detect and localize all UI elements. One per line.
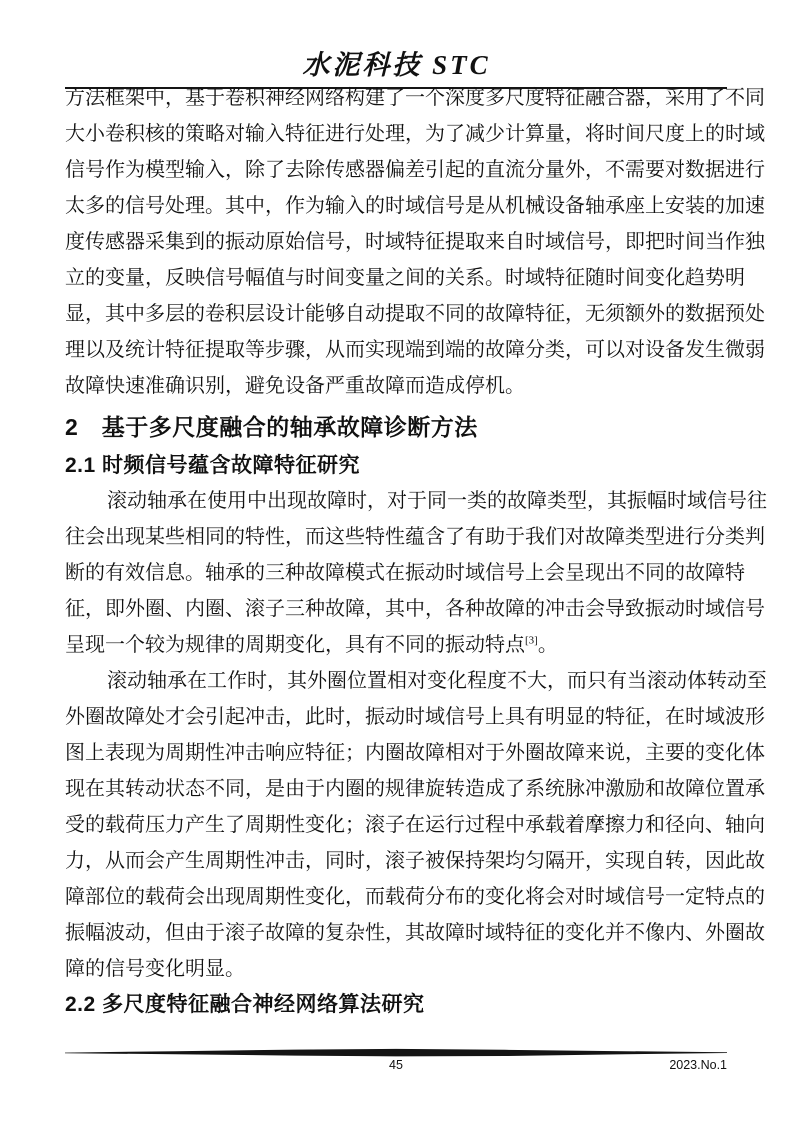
section-heading-2: 2 基于多尺度融合的轴承故障诊断方法 xyxy=(65,414,478,440)
text-line: 现在其转动状态不同，是由于内圈的规律旋转造成了系统脉冲激励和故障位置承 xyxy=(65,778,765,800)
document-body xyxy=(65,80,767,1022)
text-line: 受的载荷压力产生了周期性变化；滚子在运行过程中承载着摩擦力和径向、轴向 xyxy=(65,814,765,836)
text-line: 断的有效信息。轴承的三种故障模式在振动时域信号上会呈现出不同的故障特 xyxy=(65,562,745,584)
page-number: 45 xyxy=(389,1058,403,1072)
text-line: 大小卷积核的策略对输入特征进行处理，为了减少计算量，将时间尺度上的时域 xyxy=(65,123,765,145)
text-line: 障部位的载荷会出现周期性变化，而载荷分布的变化将会对时域信号一定特点的 xyxy=(65,886,765,908)
subsection-heading-2-1: 2.1 时频信号蕴含故障特征研究 xyxy=(65,454,361,477)
text-line: 障的信号变化明显。 xyxy=(65,958,245,980)
text-line: 往会出现某些相同的特性，而这些特性蕴含了有助于我们对故障类型进行分类判 xyxy=(65,526,765,548)
paragraph xyxy=(65,663,767,987)
text-line: 滚动轴承在工作时，其外圈位置相对变化程度不大，而只有当滚动体转动至 xyxy=(107,670,767,692)
text-line: 显，其中多层的卷积层设计能够自动提取不同的故障特征，无须额外的数据预处 xyxy=(65,303,765,325)
page-footer xyxy=(65,1057,727,1073)
paragraph xyxy=(65,80,765,404)
text-line: 征，即外圈、内圈、滚子三种故障，其中，各种故障的冲击会导致振动时域信号 xyxy=(65,598,765,620)
text-line: 方法框架中，基于卷积神经网络构建了一个深度多尺度特征融合器，采用了不同 xyxy=(65,87,765,109)
text-line: 度传感器采集到的振动原始信号，时域特征提取来自时域信号，即把时间当作独 xyxy=(65,231,765,253)
paragraph xyxy=(65,483,767,663)
footer-divider xyxy=(65,1048,727,1057)
text-line: 图上表现为周期性冲击响应特征；内圈故障相对于外圈故障来说，主要的变化体 xyxy=(65,742,765,764)
text-line: 故障快速准确识别，避免设备严重故障而造成停机。 xyxy=(65,375,525,397)
text-line: 立的变量，反映信号幅值与时间变量之间的关系。时域特征随时间变化趋势明 xyxy=(65,267,745,289)
citation-superscript: [3] xyxy=(525,634,538,647)
text-line: 呈现一个较为规律的周期变化，具有不同的振动特点[3]。 xyxy=(65,634,558,656)
text-line: 振幅波动，但由于滚子故障的复杂性，其故障时域特征的变化并不像内、外圈故 xyxy=(65,922,765,944)
subsection-heading-2-2: 2.2 多尺度特征融合神经网络算法研究 xyxy=(65,993,425,1016)
text-line: 外圈故障处才会引起冲击，此时，振动时域信号上具有明显的特征，在时域波形 xyxy=(65,706,765,728)
journal-header-title: 水泥科技 STC xyxy=(302,50,491,80)
issue-number: 2023.No.1 xyxy=(669,1058,727,1072)
text-line: 理以及统计特征提取等步骤，从而实现端到端的故障分类，可以对设备发生微弱 xyxy=(65,339,765,361)
text-line: 太多的信号处理。其中，作为输入的时域信号是从机械设备轴承座上安装的加速 xyxy=(65,195,765,217)
text-line: 滚动轴承在使用中出现故障时，对于同一类的故障类型，其振幅时域信号往 xyxy=(107,490,767,512)
text-line: 力，从而会产生周期性冲击，同时，滚子被保持架均匀隔开，实现自转，因此故 xyxy=(65,850,765,872)
text-line: 信号作为模型输入，除了去除传感器偏差引起的直流分量外，不需要对数据进行 xyxy=(65,159,765,181)
